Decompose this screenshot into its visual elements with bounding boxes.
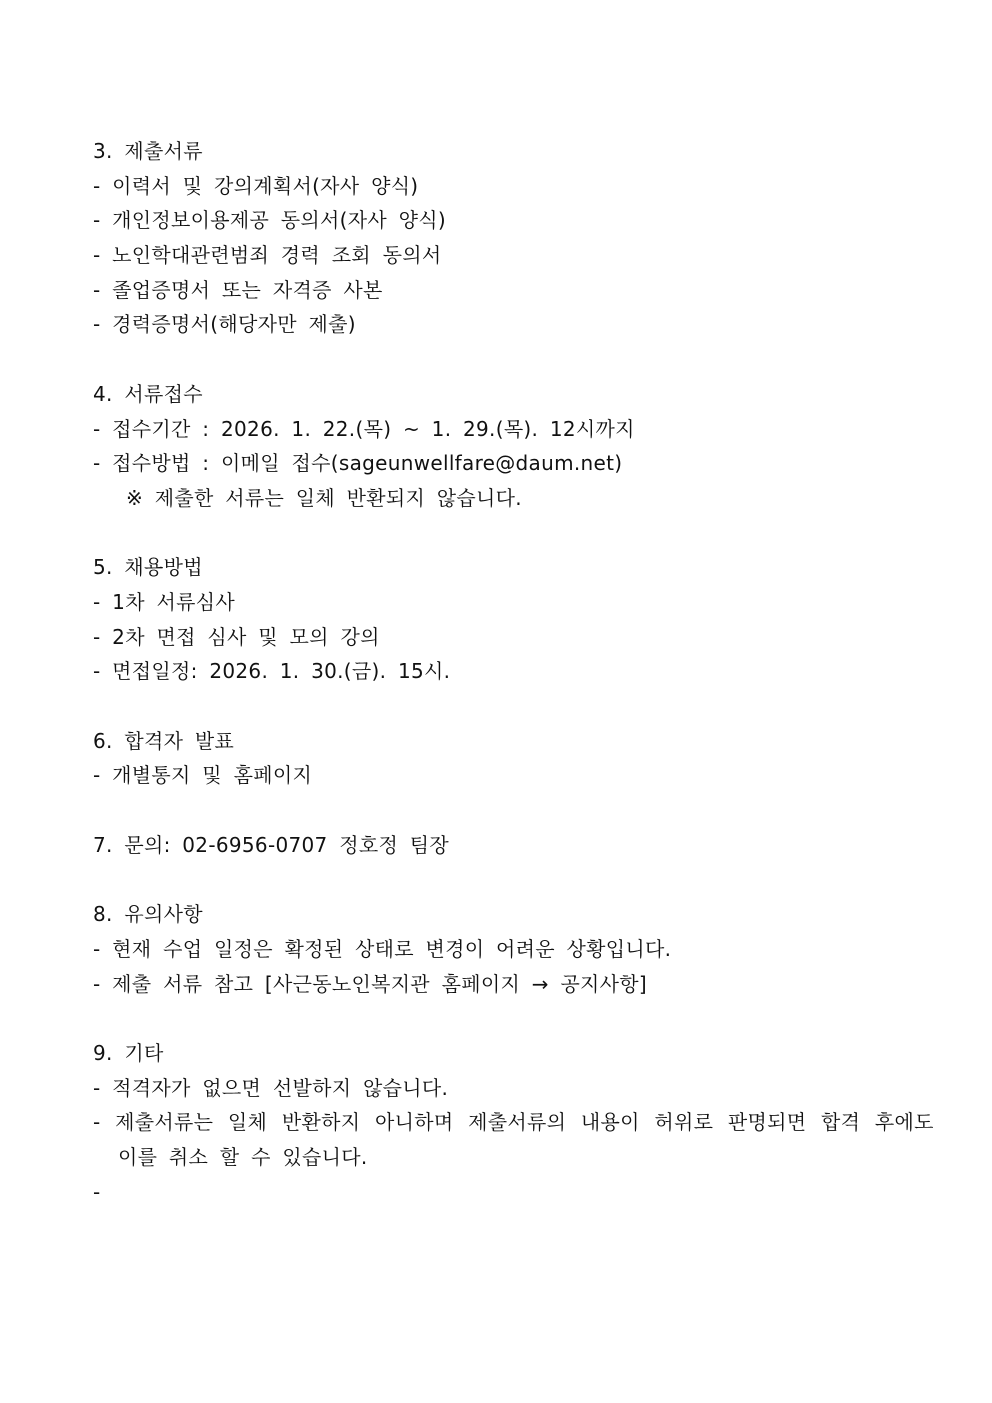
list-item: - 현재 수업 일정은 확정된 상태로 변경이 어려운 상황입니다. [93,936,672,961]
list-item: - 2차 면접 심사 및 모의 강의 [93,624,380,649]
spacer [93,689,913,724]
list-item: - 경력증명서(해당자만 제출) [93,312,356,337]
document-body [93,134,934,1209]
list-item: - 제출 서류 참고 [사근동노인복지관 홈페이지 → 공지사항] [93,971,648,996]
list-item: - 이력서 및 강의계획서(자사 양식) [93,173,419,198]
section-heading-announcement: 6. 합격자 발표 [93,728,235,753]
list-item: - 접수기간 : 2026. 1. 22.(목) ~ 1. 29.(목). 12시까지 [93,416,635,441]
spacer [93,862,913,897]
spacer [93,793,913,828]
list-item: - 제출서류는 일체 반환하지 아니하며 제출서류의 내용이 허위로 판명되면 합격 후에도 [93,1110,934,1135]
section-heading-documents: 3. 제출서류 [93,139,203,163]
spacer [93,1001,913,1036]
list-item: - 졸업증명서 또는 자격증 사본 [93,277,383,302]
section-heading-contact: 7. 문의: 02-6956-0707 정호정 팀장 [93,832,449,857]
section-heading-submission: 4. 서류접수 [93,381,203,406]
note-text: ※ 제출한 서류는 일체 반환되지 않습니다. [126,485,522,510]
list-item: - 접수방법 : 이메일 접수(sageunwellfare@daum.net) [93,451,623,476]
trailing-dash: - [93,1179,101,1204]
list-item: - 개인정보이용제공 동의서(자사 양식) [93,208,446,233]
section-heading-notes: 8. 유의사항 [93,902,203,927]
list-item: - 개별통지 및 홈페이지 [93,763,313,788]
section-heading-other: 9. 기타 [93,1040,164,1065]
list-item: - 면접일정: 2026. 1. 30.(금). 15시. [93,659,451,684]
spacer [93,516,913,551]
list-item-continuation: 이를 취소 할 수 있습니다. [118,1144,368,1169]
spacer [93,342,913,377]
section-heading-hiring-method: 5. 채용방법 [93,555,203,580]
list-item: - 노인학대관련범죄 경력 조회 동의서 [93,243,442,268]
list-item: - 적격자가 없으면 선발하지 않습니다. [93,1075,449,1100]
list-item: - 1차 서류심사 [93,589,235,614]
